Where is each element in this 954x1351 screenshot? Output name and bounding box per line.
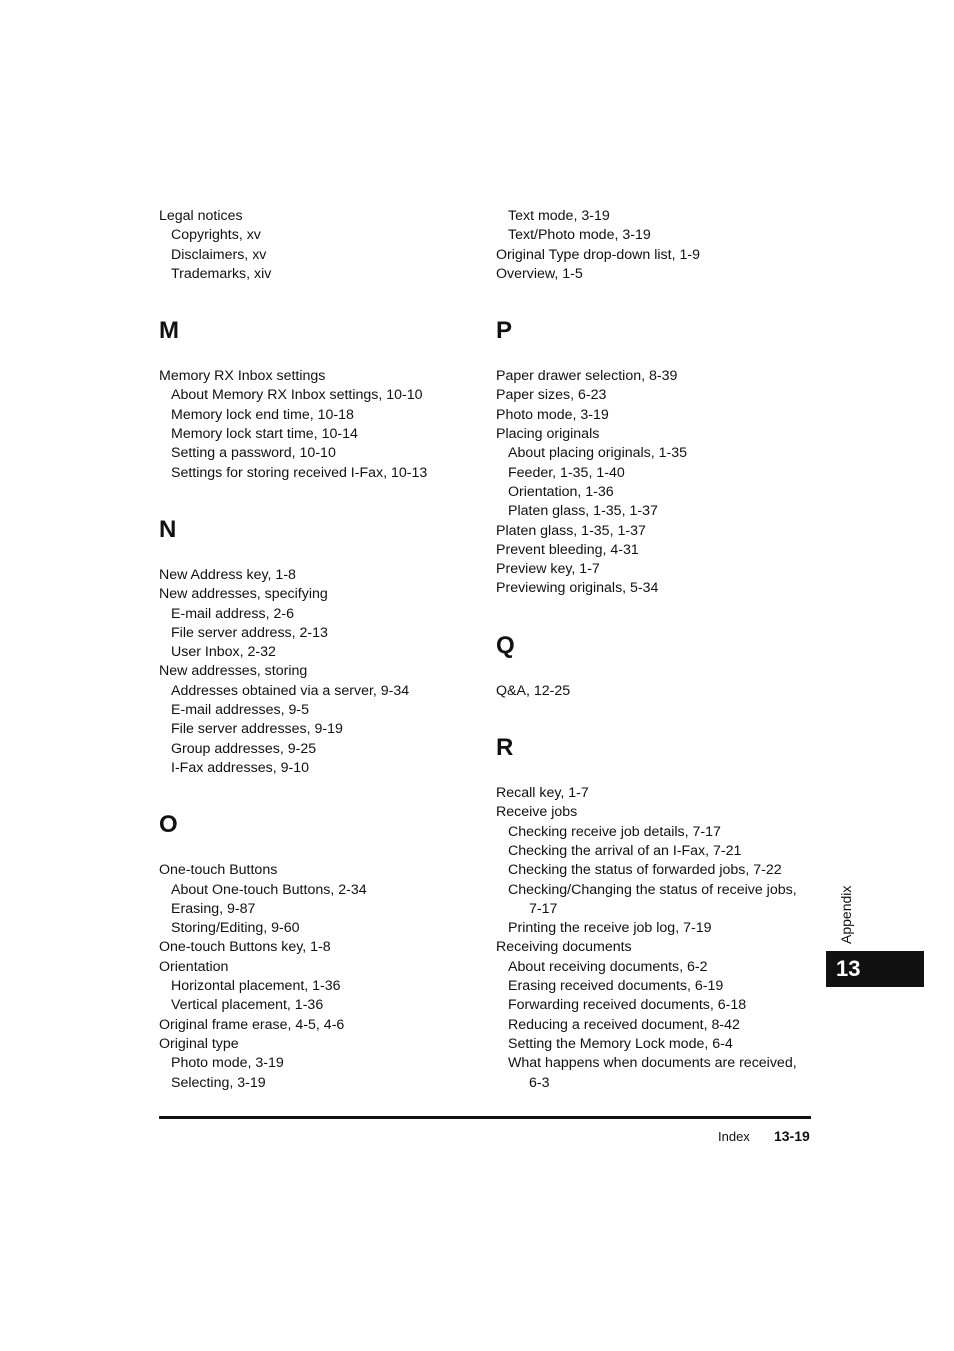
index-entry: Paper sizes, 6-23: [496, 387, 607, 404]
index-entry: Receive jobs: [496, 804, 578, 821]
index-entry-list: [496, 207, 814, 284]
index-letter-heading: Q: [496, 631, 515, 659]
index-subentry: Addresses obtained via a server, 9-34: [171, 682, 410, 699]
index-entry: New addresses, specifying: [159, 586, 328, 603]
index-subentry: Storing/Editing, 9-60: [171, 920, 300, 937]
index-subentry: 7-17: [529, 900, 558, 917]
index-subentry: Feeder, 1-35, 1-40: [508, 464, 625, 481]
index-subentry: Printing the receive job log, 7-19: [508, 920, 712, 937]
index-subentry: E-mail addresses, 9-5: [171, 702, 309, 719]
index-entry-list: [159, 367, 479, 483]
index-entry: Legal notices: [159, 208, 243, 224]
index-letter-heading: N: [159, 515, 177, 543]
index-entry: Prevent bleeding, 4-31: [496, 541, 639, 558]
index-subentry: Checking the status of forwarded jobs, 7-22: [508, 862, 782, 879]
index-subentry: Checking the arrival of an I-Fax, 7-21: [508, 842, 742, 859]
index-subentry: About Memory RX Inbox settings, 10-10: [171, 387, 423, 404]
index-subentry: Checking/Changing the status of receive jobs,: [508, 881, 797, 898]
index-section: [496, 632, 814, 701]
index-letter-heading: M: [159, 317, 179, 345]
index-entry: New addresses, storing: [159, 663, 308, 680]
index-entry-list: [159, 566, 479, 778]
index-entry: One-touch Buttons key, 1-8: [159, 939, 331, 956]
index-section: [159, 811, 479, 1093]
index-column-right: [496, 207, 814, 1093]
index-section: [496, 734, 814, 1093]
index-subentry: Text mode, 3-19: [508, 208, 610, 224]
index-subentry: About One-touch Buttons, 2-34: [171, 881, 367, 898]
index-entry: One-touch Buttons: [159, 862, 278, 879]
index-section: [159, 516, 479, 778]
index-subentry: Orientation, 1-36: [508, 483, 614, 500]
index-subentry: Checking receive job details, 7-17: [508, 823, 721, 840]
index-entry: Recall key, 1-7: [496, 785, 589, 802]
index-entry: Preview key, 1-7: [496, 561, 600, 578]
index-entry: New Address key, 1-8: [159, 566, 296, 583]
index-subentry: Horizontal placement, 1-36: [171, 978, 341, 995]
index-entry: Placing originals: [496, 426, 600, 443]
index-subentry: Selecting, 3-19: [171, 1074, 266, 1091]
index-subentry: Memory lock end time, 10-18: [171, 406, 354, 423]
index-entry: Orientation: [159, 958, 229, 975]
index-subentry: Copyrights, xv: [171, 227, 261, 244]
footer-rule: [159, 1116, 811, 1119]
index-subentry: Erasing, 9-87: [171, 900, 256, 917]
index-entry-list: [496, 784, 814, 1093]
index-entry-list: [159, 861, 479, 1093]
index-subentry: 6-3: [529, 1074, 550, 1091]
index-subentry: Memory lock start time, 10-14: [171, 426, 358, 443]
index-subentry: Group addresses, 9-25: [171, 740, 317, 757]
index-section: [496, 317, 814, 599]
footer-section-label: Index: [718, 1129, 750, 1144]
index-entry: Original type: [159, 1035, 239, 1052]
index-entry: Original frame erase, 4-5, 4-6: [159, 1016, 345, 1033]
index-subentry: About placing originals, 1-35: [508, 445, 688, 462]
index-subentry: Forwarding received documents, 6-18: [508, 997, 747, 1014]
index-subentry: Text/Photo mode, 3-19: [508, 227, 651, 244]
index-entry: Original Type drop-down list, 1-9: [496, 246, 700, 263]
index-entry: Photo mode, 3-19: [496, 406, 609, 423]
index-subentry: User Inbox, 2-32: [171, 644, 276, 661]
index-entry: Q&A, 12-25: [496, 682, 571, 699]
side-tab-chapter-number: 13: [826, 951, 924, 987]
index-letter-heading: O: [159, 811, 178, 839]
index-entry-list: [496, 682, 814, 701]
index-subentry: Vertical placement, 1-36: [171, 997, 324, 1014]
index-subentry: E-mail address, 2-6: [171, 605, 295, 622]
index-letter-heading: R: [496, 734, 514, 762]
index-subentry: Trademarks, xiv: [171, 265, 272, 282]
index-entry: Previewing originals, 5-34: [496, 580, 659, 597]
index-entry-list: [159, 207, 479, 284]
index-subentry: What happens when documents are received,: [508, 1055, 797, 1072]
index-entry: Platen glass, 1-35, 1-37: [496, 522, 646, 539]
index-entry: Memory RX Inbox settings: [159, 368, 326, 385]
index-entry: Overview, 1-5: [496, 265, 583, 282]
index-subentry: File server address, 2-13: [171, 624, 328, 641]
footer-page-number: 13-19: [774, 1128, 810, 1144]
index-subentry: Settings for storing received I-Fax, 10-13: [171, 464, 428, 481]
index-subentry: Disclaimers, xv: [171, 246, 267, 263]
index-section: [496, 207, 814, 284]
index-column-left: [159, 207, 479, 1093]
index-subentry: I-Fax addresses, 9-10: [171, 759, 309, 776]
index-section: [159, 207, 479, 284]
index-subentry: Setting a password, 10-10: [171, 445, 336, 462]
index-entry: Receiving documents: [496, 939, 632, 956]
index-subentry: Erasing received documents, 6-19: [508, 978, 724, 995]
index-subentry: File server addresses, 9-19: [171, 721, 343, 738]
side-tab-label: Appendix: [838, 885, 854, 944]
index-entry: Paper drawer selection, 8-39: [496, 368, 678, 385]
index-letter-heading: P: [496, 317, 513, 345]
index-subentry: About receiving documents, 6-2: [508, 958, 708, 975]
index-subentry: Setting the Memory Lock mode, 6-4: [508, 1035, 733, 1052]
index-entry-list: [496, 367, 814, 599]
index-subentry: Photo mode, 3-19: [171, 1055, 284, 1072]
index-section: [159, 317, 479, 483]
index-subentry: Platen glass, 1-35, 1-37: [508, 503, 658, 520]
index-subentry: Reducing a received document, 8-42: [508, 1016, 740, 1033]
